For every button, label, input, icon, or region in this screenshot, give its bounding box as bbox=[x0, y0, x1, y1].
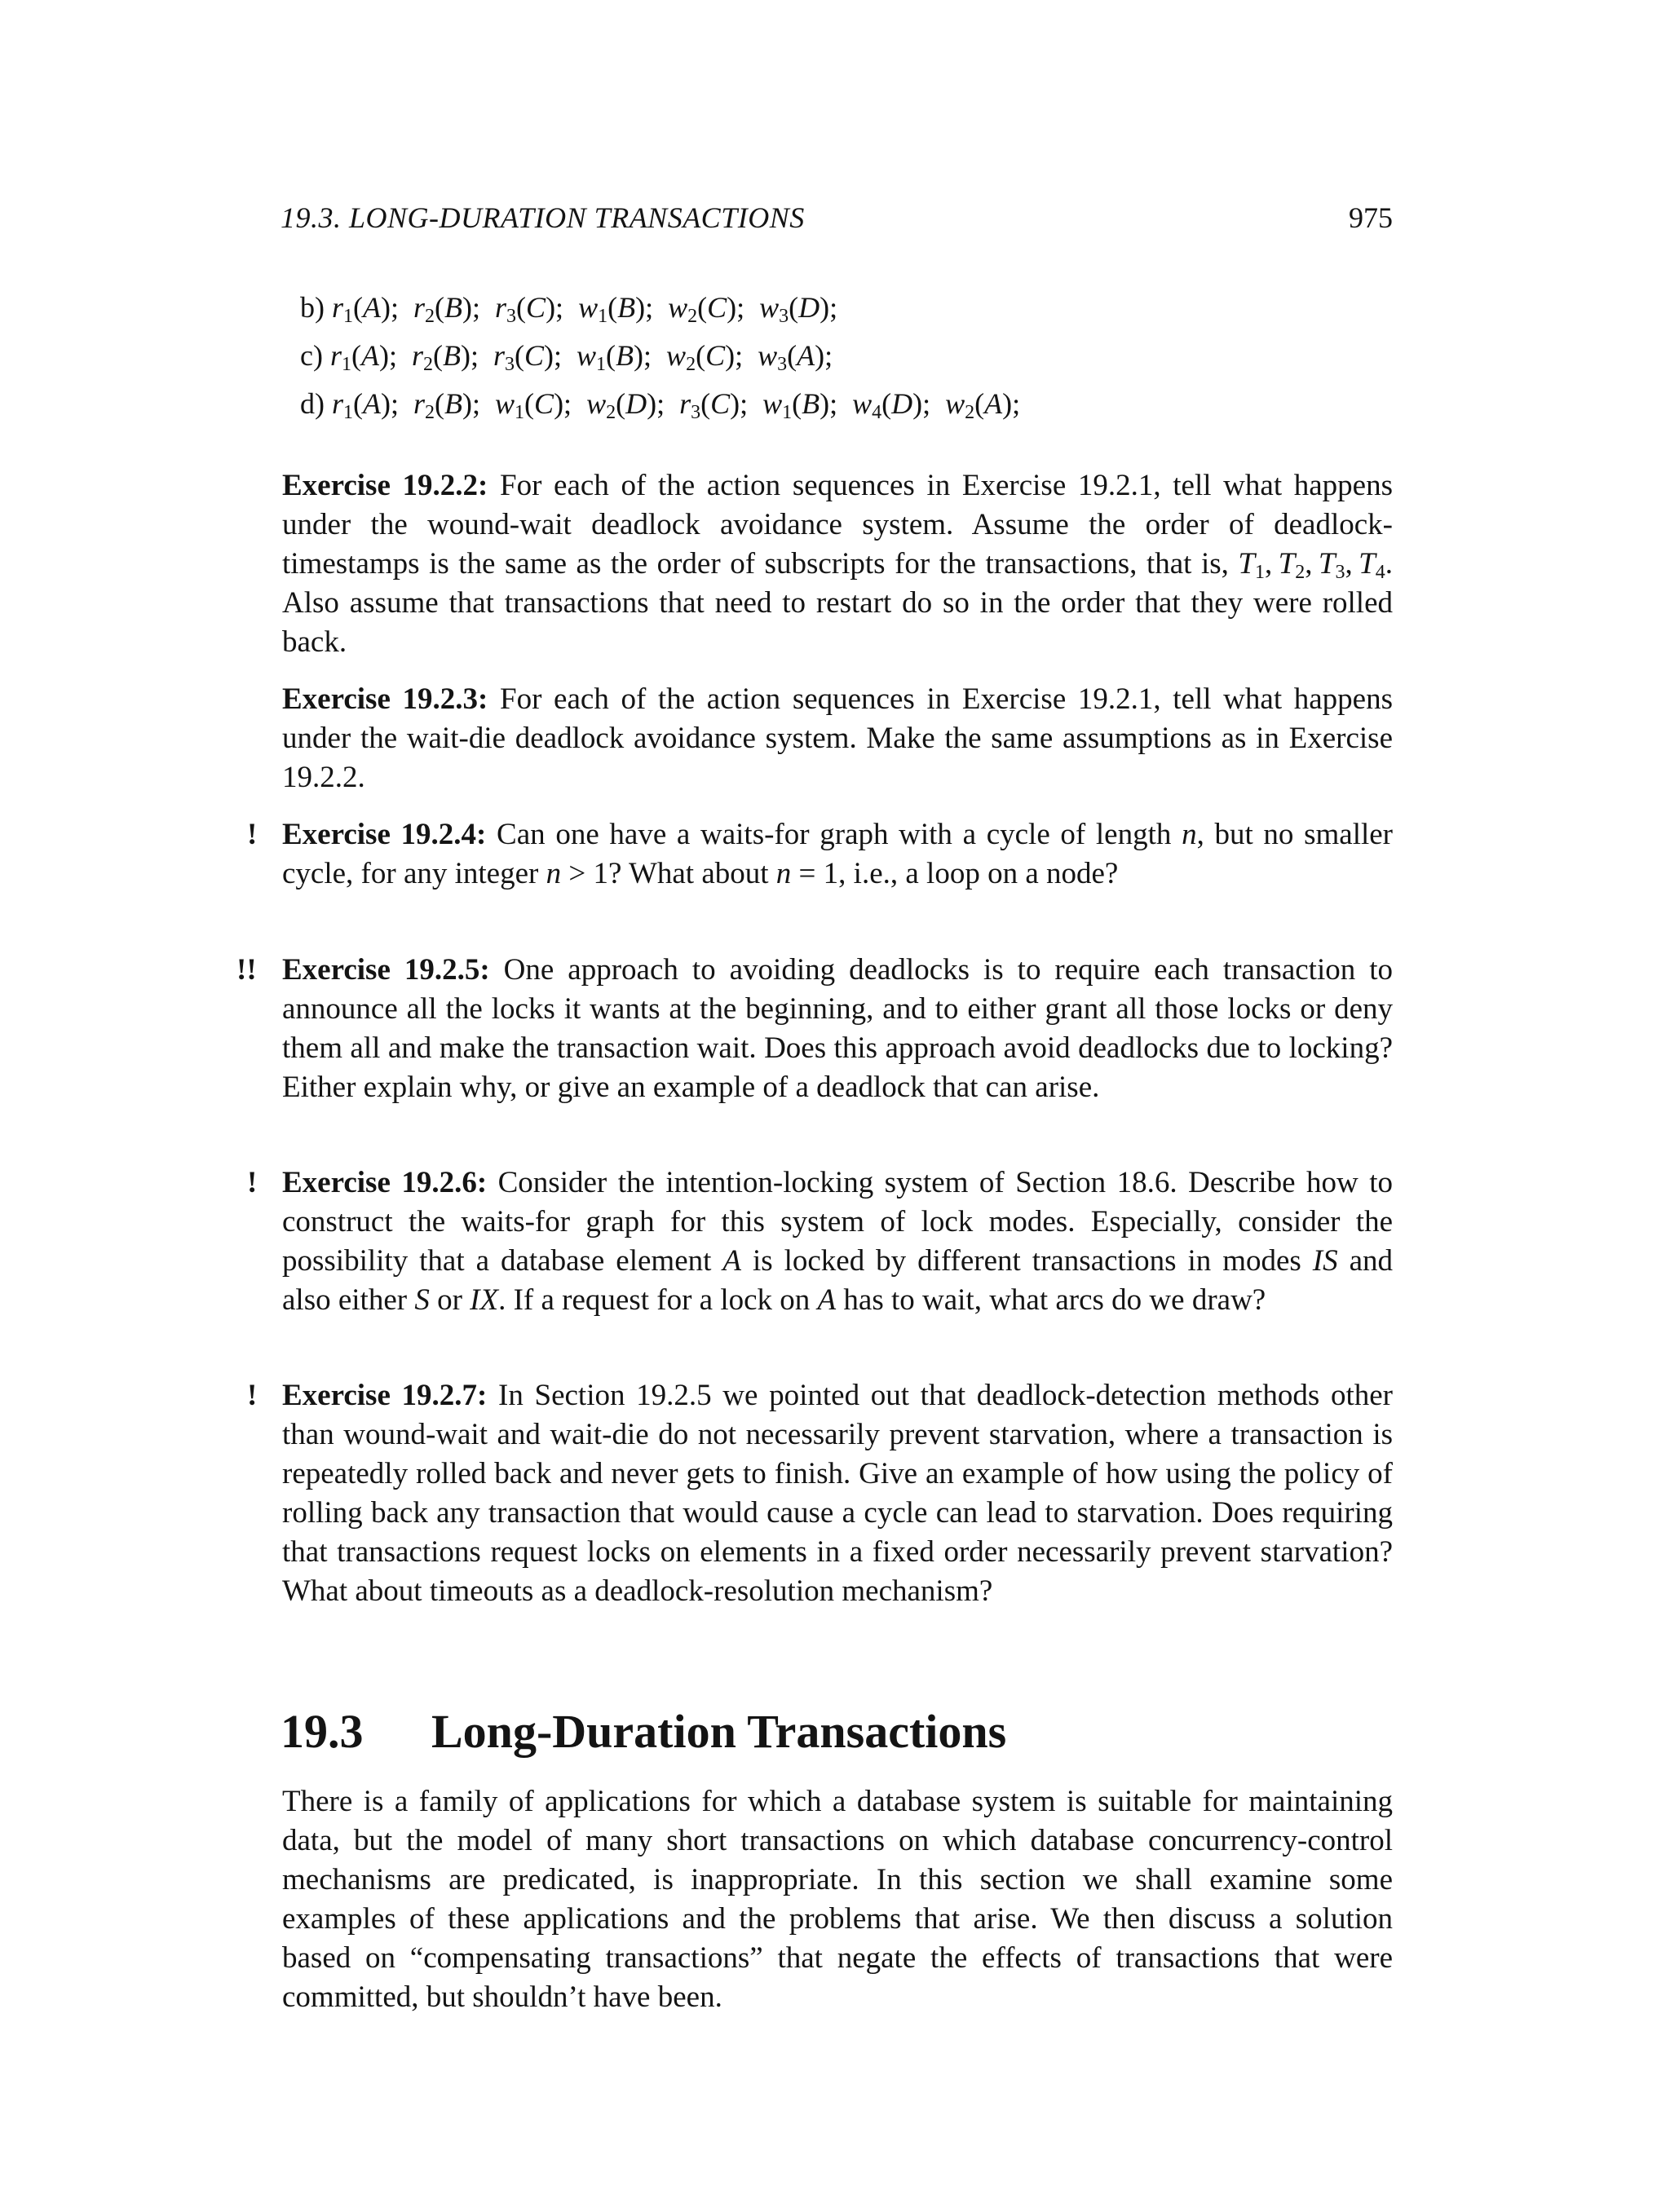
action: $r_1(A)$; bbox=[332, 291, 400, 327]
difficulty-mark: !! bbox=[236, 953, 257, 987]
difficulty-mark: ! bbox=[247, 818, 258, 851]
difficulty-mark: ! bbox=[247, 1166, 258, 1199]
section-title: Long-Duration Transactions bbox=[431, 1705, 1007, 1758]
action: $r_1(A)$; bbox=[329, 339, 397, 375]
exercise-heading: Exercise 19.2.4: bbox=[282, 818, 487, 851]
action: $w_1(B)$; bbox=[577, 339, 652, 375]
section-heading bbox=[281, 1704, 1006, 1759]
section-number: 19.3 bbox=[281, 1705, 364, 1758]
action: $w_3(D)$; bbox=[759, 291, 838, 327]
exercise-19-2-6: ! Exercise 19.2.6: Consider the intention-locking system of Section 18.6. Describe how to construct the waits-for graph for this system of lock modes. Especially, consider the possibility that a database element A is locked by different transactions in modes IS and also either S or IX. If a request for a lock on A has to wait, what arcs do we draw? bbox=[282, 1163, 1393, 1320]
action: $w_2(C)$; bbox=[666, 339, 744, 375]
action: $w_2(D)$; bbox=[586, 387, 665, 423]
action: $r_3(C)$; bbox=[495, 291, 564, 327]
exercise-heading: Exercise 19.2.2: bbox=[282, 469, 488, 502]
action: $w_4(D)$; bbox=[852, 387, 931, 423]
action: $w_1(B)$; bbox=[762, 387, 838, 423]
running-header bbox=[281, 201, 1393, 240]
exercise-heading: Exercise 19.2.3: bbox=[282, 682, 488, 716]
exercise-heading: Exercise 19.2.5: bbox=[282, 953, 490, 987]
exercise-19-2-4: ! Exercise 19.2.4: Can one have a waits-for graph with a cycle of length n, but no smaller cycle, for any integer n > 1? What about n = 1, i.e., a loop on a node? bbox=[282, 815, 1393, 894]
sequence-label: b) bbox=[300, 291, 332, 324]
action: $w_1(C)$; bbox=[495, 387, 572, 423]
exercise-19-2-5: !! Exercise 19.2.5: One approach to avoiding deadlocks is to require each transaction to announce all the locks it wants at the beginning, and to either grant all those locks or deny them all and make the transaction wait. Does this approach avoid deadlocks due to locking? Either explain why, or give an example of a deadlock that can arise. bbox=[282, 951, 1393, 1107]
action: $w_2(A)$; bbox=[945, 387, 1021, 423]
action: $r_3(C)$; bbox=[493, 339, 563, 375]
action: $r_2(B)$; bbox=[411, 339, 479, 375]
action-sequence-c bbox=[300, 338, 833, 373]
action-sequence-d bbox=[300, 386, 1020, 421]
action: $r_2(B)$; bbox=[413, 387, 481, 423]
difficulty-mark: ! bbox=[247, 1379, 258, 1412]
sequence-label: c) bbox=[300, 339, 330, 372]
exercise-19-2-7: ! Exercise 19.2.7: In Section 19.2.5 we pointed out that deadlock-detection methods other than wound-wait and wait-die do not necessarily prevent starvation, where a transaction is repeatedly rolled back and never gets to finish. Give an example of how using the policy of rolling back any transaction that would cause a cycle can lead to starvation. Does requiring that transactions request locks on elements in a fixed order necessarily prevent starvation? What about timeouts as a deadlock-resolution mechanism? bbox=[282, 1376, 1393, 1611]
page-number: 975 bbox=[1349, 201, 1393, 234]
action-sequence-b bbox=[300, 290, 837, 325]
exercise-19-2-3: Exercise 19.2.3: For each of the action sequences in Exercise 19.2.1, tell what happens under the wait-die deadlock avoidance system. Make the same assumptions as in Exercise 19.2.2. bbox=[282, 682, 1393, 794]
action: $r_3(C)$; bbox=[679, 387, 749, 423]
exercise-heading: Exercise 19.2.6: bbox=[282, 1166, 488, 1199]
action: $r_2(B)$; bbox=[413, 291, 481, 327]
running-title: 19.3. LONG-DURATION TRANSACTIONS bbox=[281, 201, 805, 234]
action: $r_1(A)$; bbox=[332, 387, 400, 423]
section-paragraph: There is a family of applications for which a database system is suitable for maintaining data, but the model of many short transactions on which database concurrency-control mechanisms are predicated, is inappropriate. In this section we shall examine some examples of these applications and the problems that arise. We then discuss a solution based on “compensating transactions” that negate the effects of transactions that were committed, but shouldn’t have been. bbox=[282, 1785, 1393, 2014]
action: $w_2(C)$; bbox=[668, 291, 745, 327]
action: $w_3(A)$; bbox=[758, 339, 833, 375]
exercise-19-2-2: Exercise 19.2.2: For each of the action sequences in Exercise 19.2.1, tell what happens under the wound-wait deadlock avoidance system. Assume the order of deadlock-timestamps is the same as the order of subscripts for the transactions, that is, $T_1$, $T_2$, $T_3$, $T_4$. Also assume that transactions that need to restart do so in the order that they were rolled back. bbox=[282, 469, 1393, 659]
action: $w_1(B)$; bbox=[578, 291, 654, 327]
sequence-label: d) bbox=[300, 387, 332, 420]
exercise-heading: Exercise 19.2.7: bbox=[282, 1379, 488, 1412]
